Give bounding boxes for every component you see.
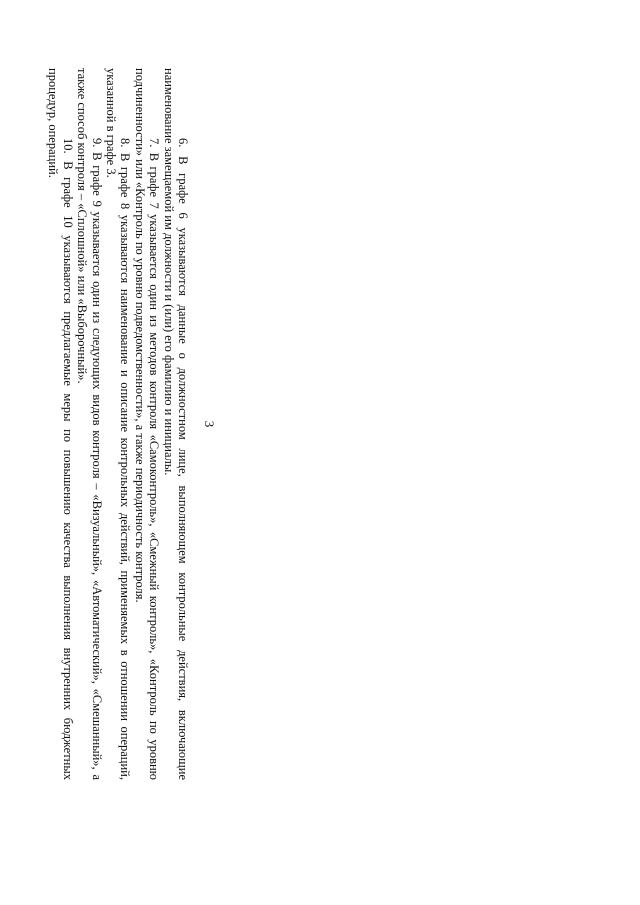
- paragraph-9: 9. В графе 9 указывается один из следующих видов контроля – «Визуальный», «Автоматический», «Смешанный», а также способ контроля – «Сплошной» или «Выборочный».: [75, 68, 104, 780]
- rotated-text-block: [46, 68, 218, 780]
- paragraph-7: 7. В графе 7 указывается один из методов контроля «Самоконтроль», «Смежный контроль», «Контроль по уровню подчиненности» или «Контроль по уровню подведомственности», а также периодичность контроля.: [132, 68, 162, 780]
- page-number: 3: [202, 420, 217, 428]
- paragraph-6: 6. В графе 6 указываются данные о должностном лице, выполняющем контрольные действия, включающие наименование замещаемой им должности и (или) его фамилию и инициалы.: [161, 68, 190, 780]
- paragraph-8: 8. В графе 8 указываются наименование и описание контрольных действий, применяемых в отношении операций, указанной в графе 3.: [103, 68, 133, 780]
- paragraph-10: 10. В графе 10 указываются предлагаемые меры по повышению качества выполнения внутренних бюджетных процедур, операций.: [46, 68, 75, 780]
